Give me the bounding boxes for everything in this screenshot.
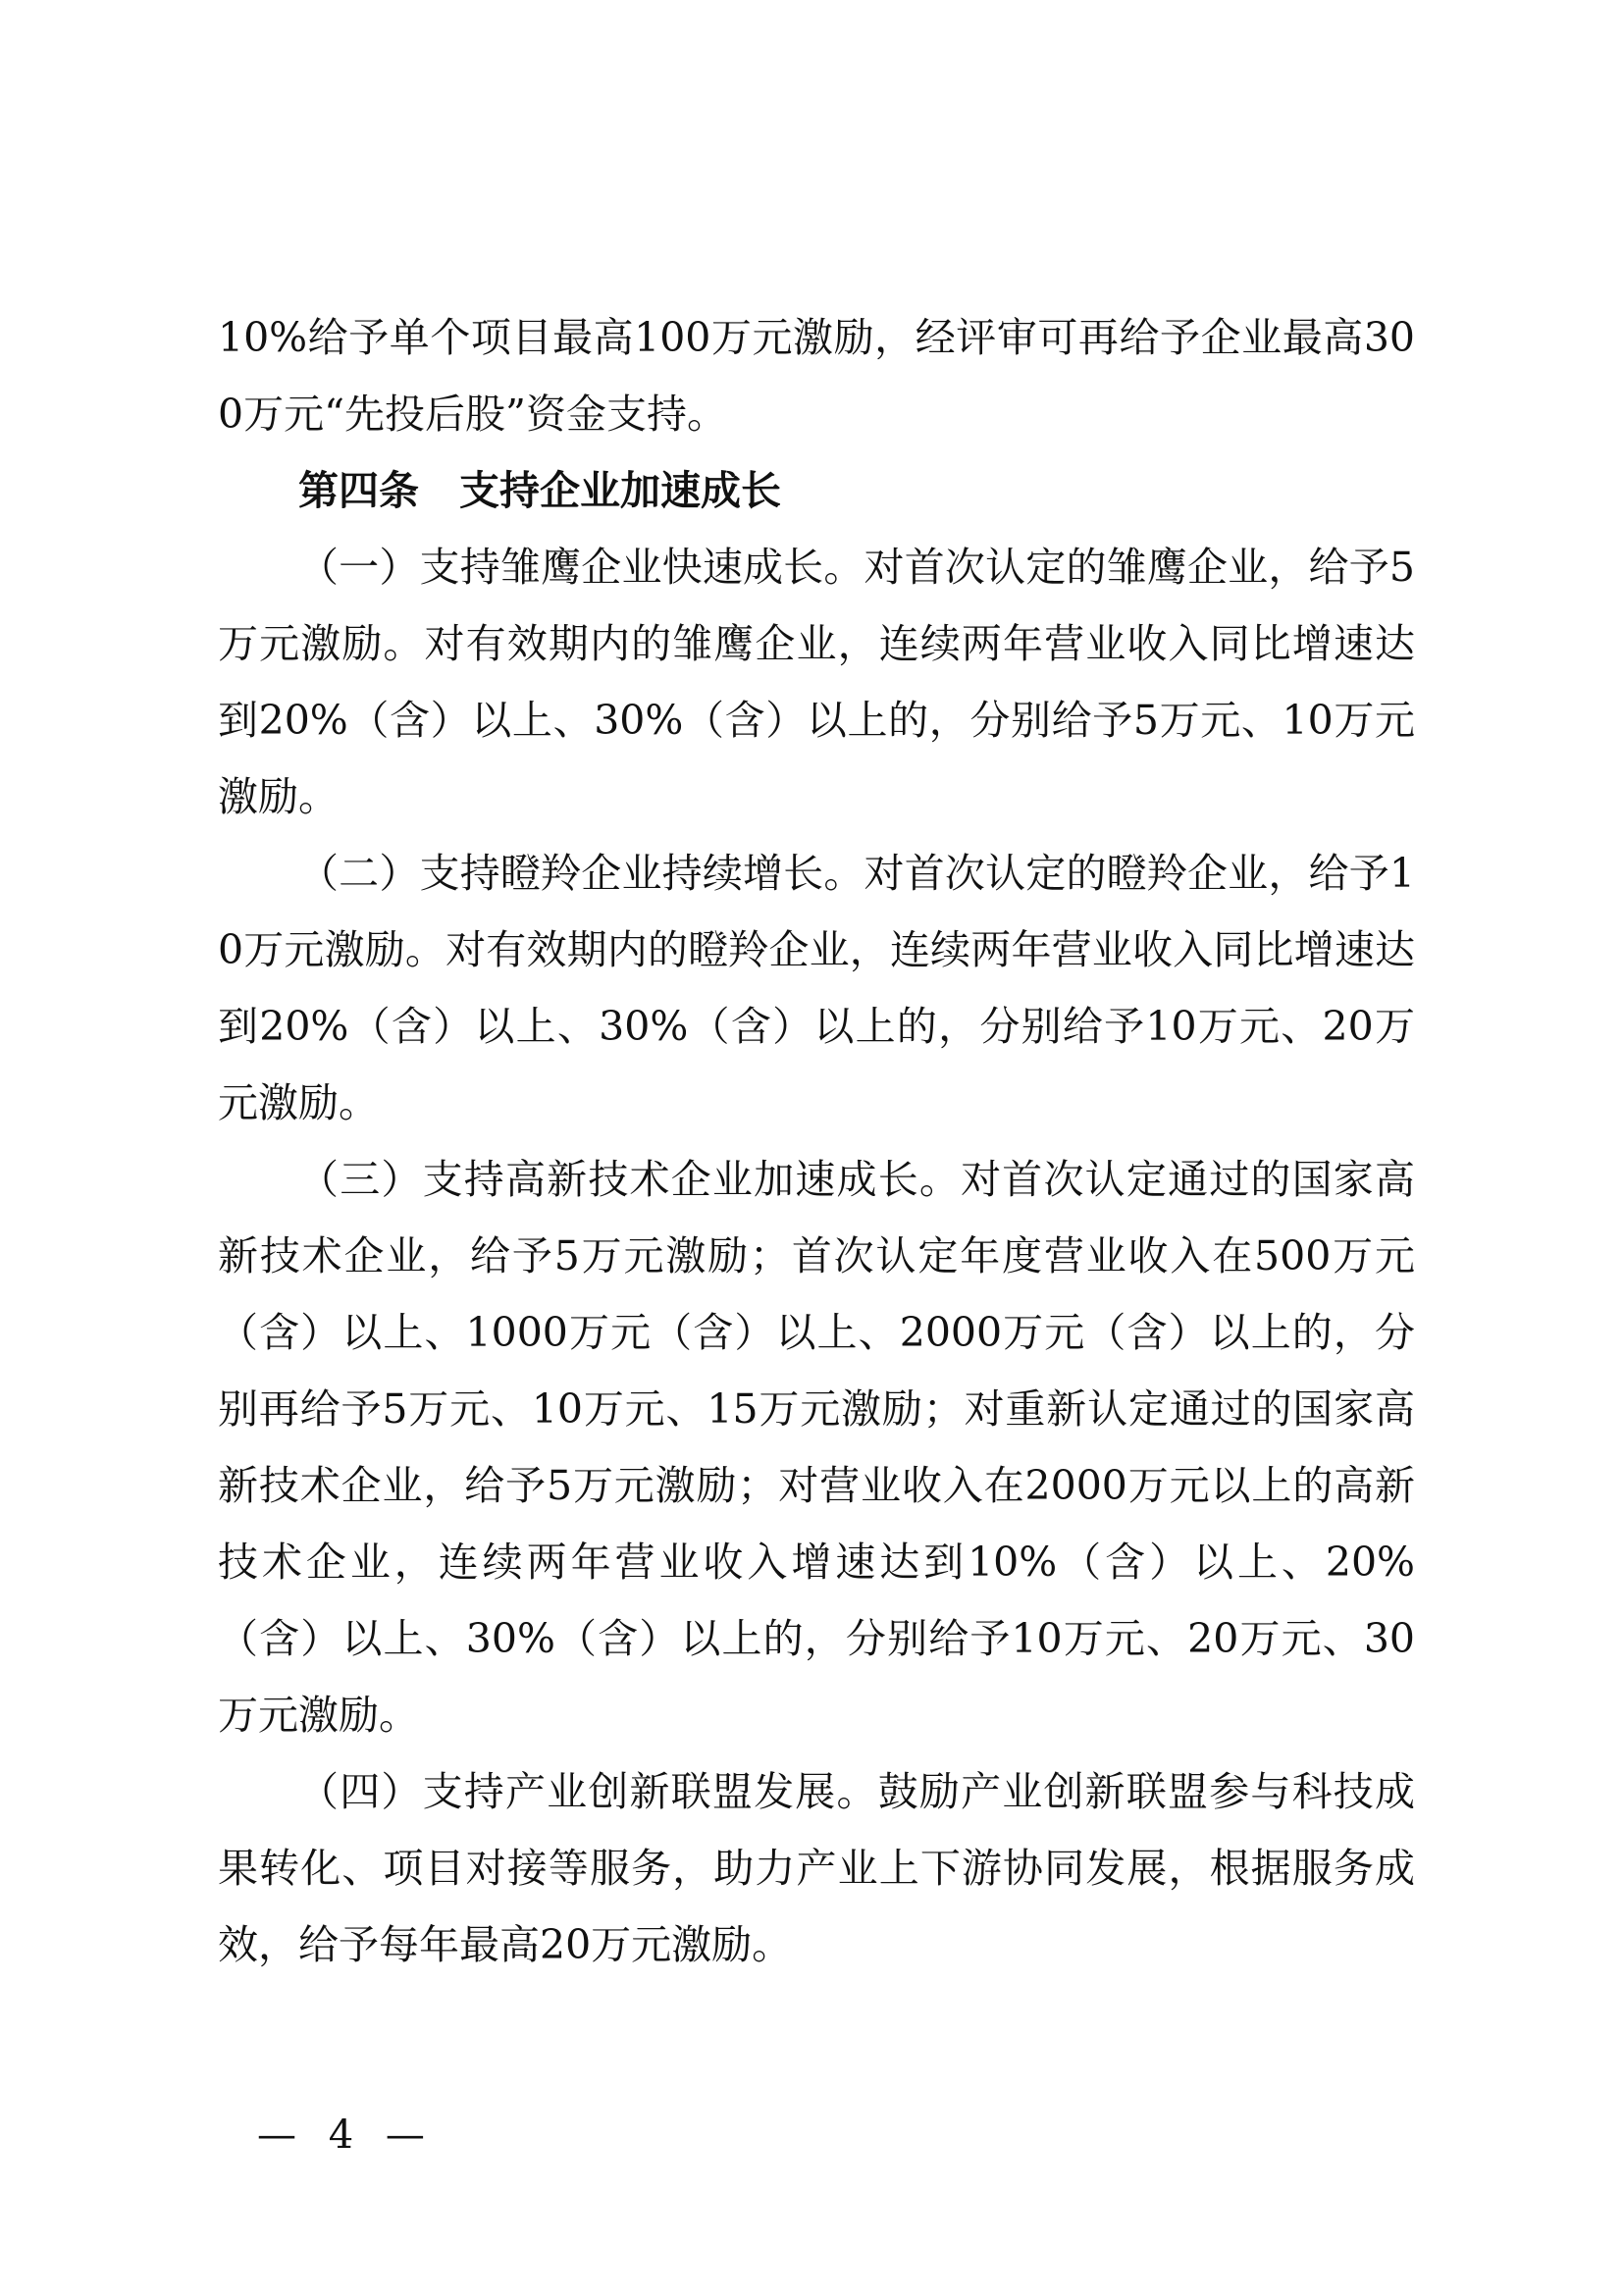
clause-three-paragraph: （三）支持高新技术企业加速成长。对首次认定通过的国家高新技术企业，给予5万元激励；首次认定年度营业收入在500万元（含）以上、1000万元（含）以上、2000万元（含）以上的，分别再给予5万元、10万元、15万元激励；对重新认定通过的国家高新技术企业，给予5万元激励；对营业收入在2000万元以上的高新技术企业，连续两年营业收入增速达到10%（含）以上、20%（含）以上、30%（含）以上的，分别给予10万元、20万元、30万元激励。 bbox=[218, 1156, 1415, 1739]
clause-two-paragraph: （二）支持瞪羚企业持续增长。对首次认定的瞪羚企业，给予10万元激励。对有效期内的瞪羚企业，连续两年营业收入同比增速达到20%（含）以上、30%（含）以上的，分别给予10万元、20万元激励。 bbox=[218, 850, 1415, 1126]
continued-paragraph: 10%给予单个项目最高100万元激励，经评审可再给予企业最高300万元“先投后股”资金支持。 bbox=[218, 314, 1415, 438]
article-heading: 第四条 支持企业加速成长 bbox=[298, 467, 781, 514]
clause-four-paragraph: （四）支持产业创新联盟发展。鼓励产业创新联盟参与科技成果转化、项目对接等服务，助力产业上下游协同发展，根据服务成效，给予每年最高20万元激励。 bbox=[218, 1768, 1415, 1968]
document-body bbox=[218, 299, 1415, 1983]
clause-one-paragraph: （一）支持雏鹰企业快速成长。对首次认定的雏鹰企业，给予5万元激励。对有效期内的雏鹰企业，连续两年营业收入同比增速达到20%（含）以上、30%（含）以上的，分别给予5万元、10万元激励。 bbox=[218, 544, 1415, 820]
page-number: — 4 — bbox=[257, 2113, 435, 2158]
